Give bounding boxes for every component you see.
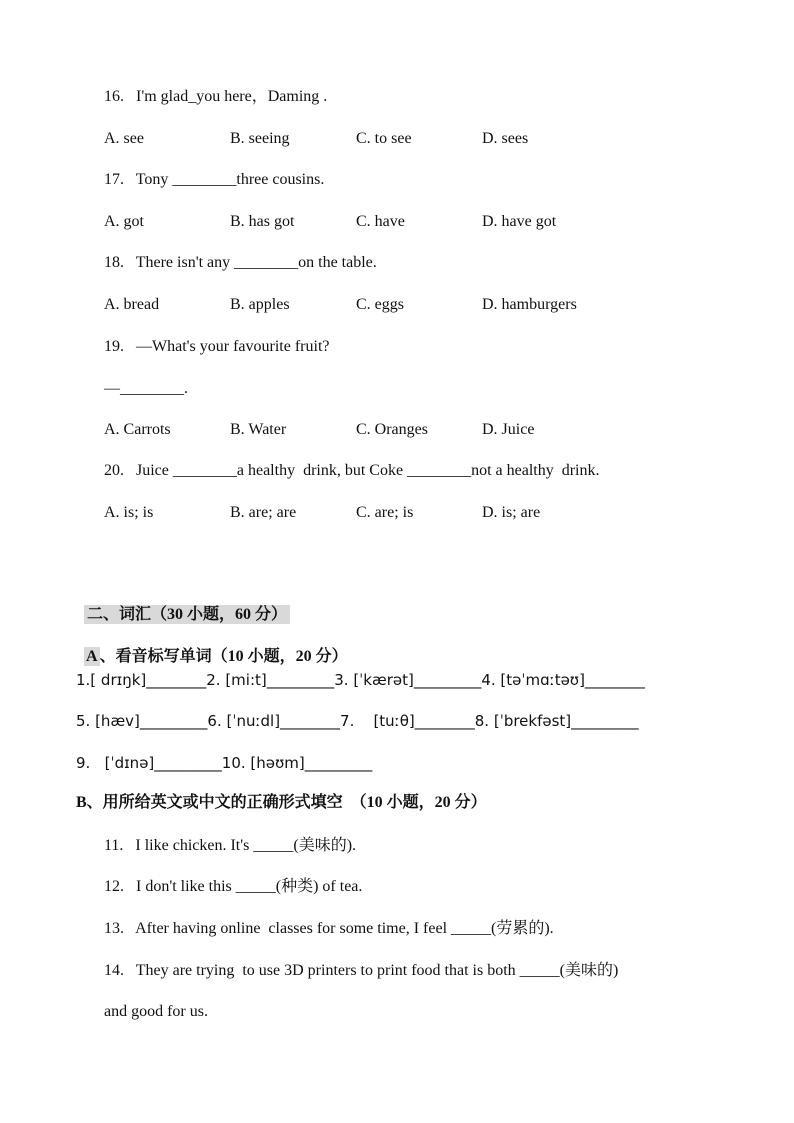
part-b-title: B、用所给英文或中文的正确形式填空 （10 小题，20 分）: [76, 794, 487, 811]
fill-question-13: 13. After having online classes for some time, I feel _____(劳累的).: [104, 920, 554, 937]
q17-option-c: C. have: [356, 213, 405, 230]
ipa-line-2: 5. [hæv]_________6. [ˈnuːdl]________7. [tuːθ]________8. [ˈbrekfəst]_________: [76, 712, 639, 730]
fill-question-12: 12. I don't like this _____(种类) of tea.: [104, 878, 363, 895]
q19-option-a: A. Carrots: [104, 421, 171, 438]
q20-option-c: C. are; is: [356, 504, 414, 521]
question-17: 17. Tony ________three cousins.: [104, 171, 325, 188]
part-a-title-text: 、看音标写单词（10 小题，20 分）: [99, 648, 348, 665]
q18-option-c: C. eggs: [356, 296, 404, 313]
q20-option-a: A. is; is: [104, 504, 154, 521]
q17-option-d: D. have got: [482, 213, 557, 230]
q18-option-d: D. hamburgers: [482, 296, 577, 313]
q16-option-c: C. to see: [356, 130, 412, 147]
q19-option-c: C. Oranges: [356, 421, 428, 438]
q19-option-d: D. Juice: [482, 421, 535, 438]
fill-question-14-continued: and good for us.: [104, 1003, 208, 1020]
q20-option-b: B. are; are: [230, 504, 297, 521]
question-19-answer-line: —________.: [104, 380, 188, 397]
section-2-title: [76, 585, 290, 625]
q18-option-b: B. apples: [230, 296, 290, 313]
q16-option-a: A. see: [104, 130, 144, 147]
question-16: 16. I'm glad_you here，Daming .: [104, 88, 328, 105]
q16-option-d: D. sees: [482, 130, 529, 147]
section-2-title-text: 二、词汇（30 小题，60 分）: [84, 605, 290, 624]
part-a-title: A 、看音标写单词（10 小题，20 分）: [86, 648, 348, 665]
question-20: 20. Juice ________a healthy drink, but Coke ________not a healthy drink.: [104, 462, 600, 479]
q19-option-b: B. Water: [230, 421, 287, 438]
q16-option-b: B. seeing: [230, 130, 290, 147]
q20-option-d: D. is; are: [482, 504, 541, 521]
q18-option-a: A. bread: [104, 296, 160, 313]
q17-option-a: A. got: [104, 213, 144, 230]
ipa-line-1: 1.[ drɪŋk]________2. [mi:t]_________3. [ˈkærət]_________4. [təˈmɑːtəʊ]________: [76, 671, 645, 689]
fill-question-11: 11. I like chicken. It's _____(美味的).: [104, 837, 357, 854]
q17-option-b: B. has got: [230, 213, 295, 230]
ipa-line-3: 9. [ˈdɪnə]_________10. [həʊm]_________: [76, 754, 373, 772]
question-19: 19. —What's your favourite fruit?: [104, 338, 330, 355]
question-18: 18. There isn't any ________on the table.: [104, 254, 377, 271]
fill-question-14: 14. They are trying to use 3D printers to print food that is both _____(美味的): [104, 962, 619, 979]
